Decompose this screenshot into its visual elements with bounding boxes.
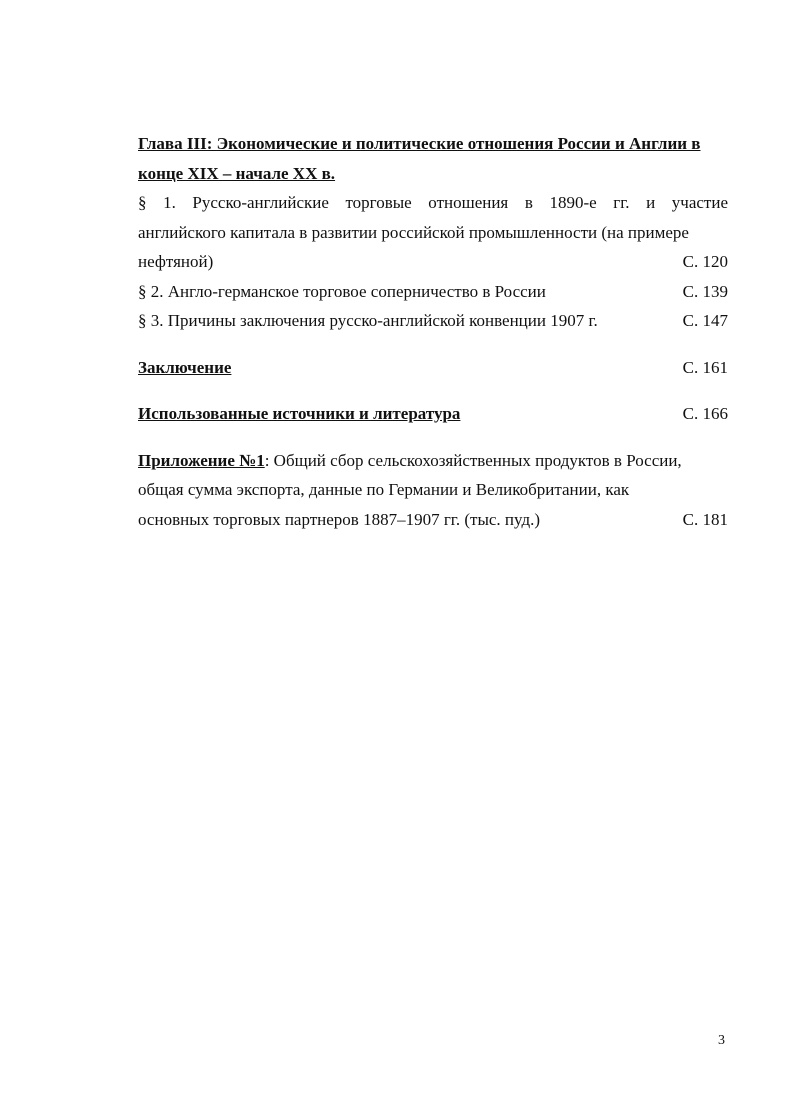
conclusion-page: С. 161 bbox=[682, 357, 728, 377]
section-1-line-2-text: английского капитала в развитии российской промышленности (на примере bbox=[138, 222, 689, 242]
section-1-line-3-text: нефтяной) bbox=[138, 252, 214, 271]
section-3-text: § 3. Причины заключения русско-английской конвенции 1907 г. bbox=[138, 311, 598, 330]
section-1-word: торговые bbox=[345, 193, 412, 212]
section-1-word: гг. bbox=[613, 193, 630, 212]
section-1-line-1 bbox=[138, 188, 728, 218]
section-1-entry bbox=[138, 188, 728, 277]
appendix-line-3-text: основных торговых партнеров 1887–1907 гг. (тыс. пуд.) bbox=[138, 509, 541, 529]
sources-label: Использованные источники и литература bbox=[138, 404, 461, 423]
page-number: 3 bbox=[718, 1033, 725, 1048]
spacer bbox=[138, 336, 728, 353]
section-1-word: Русско-английские bbox=[192, 193, 329, 212]
section-1-word: отношения bbox=[428, 193, 509, 212]
spacer bbox=[138, 429, 728, 446]
appendix-line-1-rest: : Общий сбор сельскохозяйственных продуктов в России, bbox=[264, 450, 682, 470]
section-3-entry bbox=[138, 306, 728, 336]
appendix-line-2: общая сумма экспорта, данные по Германии и Великобритании, как bbox=[138, 480, 630, 499]
section-2-page: С. 139 bbox=[682, 281, 728, 301]
section-2-entry bbox=[138, 277, 728, 307]
chapter-3-title-line-2: конце XIX – начале XX в. bbox=[138, 163, 336, 183]
conclusion-label: Заключение bbox=[138, 357, 232, 377]
section-3-page: С. 147 bbox=[682, 311, 728, 330]
appendix-label: Приложение №1 bbox=[138, 450, 265, 470]
sources-page: С. 166 bbox=[682, 404, 728, 423]
conclusion-entry bbox=[138, 353, 728, 383]
section-1-line-3 bbox=[138, 247, 728, 277]
section-1-word: и bbox=[646, 193, 656, 212]
appendix-page: С. 181 bbox=[682, 509, 728, 529]
appendix-line-3 bbox=[138, 505, 728, 535]
appendix-line-1 bbox=[138, 446, 728, 476]
section-1-word: 1890-е bbox=[549, 193, 597, 212]
section-1-page: С. 120 bbox=[682, 252, 728, 271]
section-1-line-2 bbox=[138, 218, 728, 248]
chapter-3-title bbox=[138, 129, 728, 188]
chapter-3-title-line-1: Глава III: Экономические и политические отношения России и Англии в bbox=[138, 134, 701, 153]
spacer bbox=[138, 382, 728, 399]
appendix-entry bbox=[138, 446, 728, 535]
section-2-text: § 2. Англо-германское торговое соперничество в России bbox=[138, 281, 546, 301]
section-1-word: § bbox=[138, 193, 147, 212]
sources-entry bbox=[138, 399, 728, 429]
section-1-word: в bbox=[524, 193, 533, 212]
section-1-line-1-text bbox=[138, 188, 728, 218]
section-1-word: 1. bbox=[163, 193, 176, 212]
section-1-word: участие bbox=[671, 193, 728, 212]
table-of-contents bbox=[138, 129, 728, 534]
